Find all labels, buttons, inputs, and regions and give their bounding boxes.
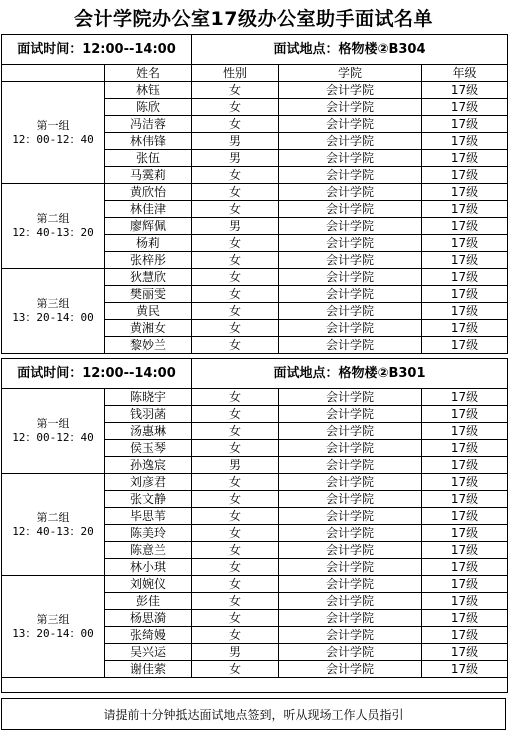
student-grade: 17级 [422,269,508,286]
student-college: 会计学院 [279,337,422,354]
group-time: 13：20-14：00 [12,311,94,324]
student-gender: 男 [192,133,279,150]
student-gender: 女 [192,593,279,610]
table-row [2,184,508,201]
student-college: 会计学院 [279,576,422,593]
student-grade: 17级 [422,218,508,235]
student-college: 会计学院 [279,201,422,218]
student-grade: 17级 [422,423,508,440]
student-college: 会计学院 [279,610,422,627]
student-college: 会计学院 [279,559,422,576]
student-name: 汤惠琳 [105,423,192,440]
group-time: 12：00-12：40 [12,431,94,444]
student-college: 会计学院 [279,150,422,167]
student-gender: 女 [192,389,279,406]
student-name: 黎妙兰 [105,337,192,354]
student-name: 林小琪 [105,559,192,576]
student-name: 黄欣怡 [105,184,192,201]
section-1-table [1,34,508,354]
student-name: 林伟锋 [105,133,192,150]
student-gender: 男 [192,150,279,167]
student-college: 会计学院 [279,542,422,559]
student-grade: 17级 [422,440,508,457]
student-grade: 17级 [422,252,508,269]
section-1-time: 面试时间：12:00--14:00 [2,35,192,65]
group-label [2,82,105,184]
column-header: 性别 [192,65,279,82]
column-header: 姓名 [105,65,192,82]
column-header-row [2,65,508,82]
student-name: 廖辉佩 [105,218,192,235]
table-row [2,82,508,99]
student-name: 张文静 [105,491,192,508]
student-gender: 女 [192,167,279,184]
section-2-time: 面试时间：12:00--14:00 [2,359,192,389]
student-college: 会计学院 [279,491,422,508]
student-grade: 17级 [422,627,508,644]
student-college: 会计学院 [279,508,422,525]
student-grade: 17级 [422,286,508,303]
student-name: 黄湘女 [105,320,192,337]
student-college: 会计学院 [279,457,422,474]
student-name: 樊丽雯 [105,286,192,303]
student-gender: 女 [192,337,279,354]
student-college: 会计学院 [279,99,422,116]
student-gender: 女 [192,525,279,542]
student-grade: 17级 [422,337,508,354]
group-label [2,474,105,576]
group-name: 第一组 [36,417,70,430]
student-college: 会计学院 [279,82,422,99]
student-college: 会计学院 [279,303,422,320]
student-gender: 女 [192,201,279,218]
student-college: 会计学院 [279,235,422,252]
student-college: 会计学院 [279,474,422,491]
student-grade: 17级 [422,525,508,542]
student-name: 冯洁蓉 [105,116,192,133]
section-1-location: 面试地点：格物楼②B304 [192,35,508,65]
student-name: 侯玉琴 [105,440,192,457]
student-college: 会计学院 [279,218,422,235]
student-name: 谢佳萦 [105,661,192,678]
student-name: 林佳津 [105,201,192,218]
student-college: 会计学院 [279,269,422,286]
student-grade: 17级 [422,457,508,474]
column-header-blank [2,65,105,82]
table-row [2,389,508,406]
student-gender: 女 [192,508,279,525]
student-grade: 17级 [422,406,508,423]
student-grade: 17级 [422,82,508,99]
student-gender: 女 [192,320,279,337]
student-grade: 17级 [422,303,508,320]
student-grade: 17级 [422,542,508,559]
student-gender: 女 [192,474,279,491]
student-gender: 女 [192,235,279,252]
student-college: 会计学院 [279,627,422,644]
student-gender: 男 [192,644,279,661]
group-label [2,184,105,269]
student-gender: 女 [192,576,279,593]
student-college: 会计学院 [279,644,422,661]
student-gender: 女 [192,423,279,440]
page-title: 会计学院办公室17级办公室助手面试名单 [74,8,433,30]
student-college: 会计学院 [279,320,422,337]
student-name: 陈美玲 [105,525,192,542]
student-grade: 17级 [422,610,508,627]
student-college: 会计学院 [279,525,422,542]
student-name: 彭佳 [105,593,192,610]
student-college: 会计学院 [279,286,422,303]
table-row [2,474,508,491]
student-grade: 17级 [422,133,508,150]
group-time: 12：00-12：40 [12,132,94,146]
student-gender: 女 [192,661,279,678]
student-gender: 女 [192,491,279,508]
student-grade: 17级 [422,474,508,491]
section-2-table [1,358,508,693]
student-grade: 17级 [422,167,508,184]
student-college: 会计学院 [279,593,422,610]
student-gender: 女 [192,610,279,627]
group-name: 第二组 [36,212,70,225]
student-grade: 17级 [422,99,508,116]
student-college: 会计学院 [279,167,422,184]
student-name: 陈晓宇 [105,389,192,406]
student-college: 会计学院 [279,661,422,678]
student-gender: 女 [192,252,279,269]
footer-notice: 请提前十分钟抵达面试地点签到，听从现场工作人员指引 [1,698,506,730]
student-gender: 女 [192,303,279,320]
student-grade: 17级 [422,184,508,201]
student-college: 会计学院 [279,184,422,201]
student-name: 吴兴运 [105,644,192,661]
student-grade: 17级 [422,661,508,678]
column-header: 学院 [279,65,422,82]
student-grade: 17级 [422,201,508,218]
blank-row [2,678,508,693]
section-2-location: 面试地点：格物楼②B301 [192,359,508,389]
group-name: 第一组 [36,118,70,132]
student-grade: 17级 [422,576,508,593]
student-college: 会计学院 [279,133,422,150]
group-name: 第三组 [36,612,70,626]
student-name: 杨莉 [105,235,192,252]
student-gender: 男 [192,457,279,474]
student-college: 会计学院 [279,116,422,133]
student-grade: 17级 [422,559,508,576]
column-header: 年级 [422,65,508,82]
group-time: 13：20-14：00 [12,626,94,640]
student-grade: 17级 [422,320,508,337]
student-college: 会计学院 [279,440,422,457]
student-grade: 17级 [422,508,508,525]
student-gender: 女 [192,99,279,116]
group-label [2,576,105,678]
student-grade: 17级 [422,644,508,661]
student-gender: 女 [192,542,279,559]
student-gender: 女 [192,184,279,201]
student-name: 林钰 [105,82,192,99]
student-name: 孙逸宸 [105,457,192,474]
group-time: 12：40-13：20 [12,524,94,538]
student-gender: 女 [192,116,279,133]
student-college: 会计学院 [279,389,422,406]
group-label [2,269,105,354]
student-gender: 女 [192,82,279,99]
student-name: 张梓彤 [105,252,192,269]
student-name: 张绮嫚 [105,627,192,644]
student-name: 陈意兰 [105,542,192,559]
student-gender: 女 [192,627,279,644]
student-grade: 17级 [422,389,508,406]
student-gender: 女 [192,406,279,423]
student-gender: 女 [192,286,279,303]
student-grade: 17级 [422,491,508,508]
group-time: 12：40-13：20 [12,226,94,239]
blank-cell [2,678,508,693]
group-label [2,389,105,474]
student-gender: 女 [192,440,279,457]
student-name: 陈欣 [105,99,192,116]
student-name: 刘婉仪 [105,576,192,593]
group-name: 第三组 [36,297,70,310]
student-grade: 17级 [422,150,508,167]
student-name: 毕思苇 [105,508,192,525]
student-grade: 17级 [422,593,508,610]
table-row [2,576,508,593]
student-name: 马霙莉 [105,167,192,184]
student-college: 会计学院 [279,423,422,440]
student-name: 刘彦君 [105,474,192,491]
student-gender: 男 [192,218,279,235]
student-grade: 17级 [422,116,508,133]
student-college: 会计学院 [279,406,422,423]
student-college: 会计学院 [279,252,422,269]
student-name: 狄慧欣 [105,269,192,286]
student-name: 黄民 [105,303,192,320]
student-name: 钱羽菡 [105,406,192,423]
student-name: 张伍 [105,150,192,167]
table-row [2,269,508,286]
student-name: 杨思漪 [105,610,192,627]
student-grade: 17级 [422,235,508,252]
student-gender: 女 [192,559,279,576]
student-gender: 女 [192,269,279,286]
group-name: 第二组 [36,510,70,524]
